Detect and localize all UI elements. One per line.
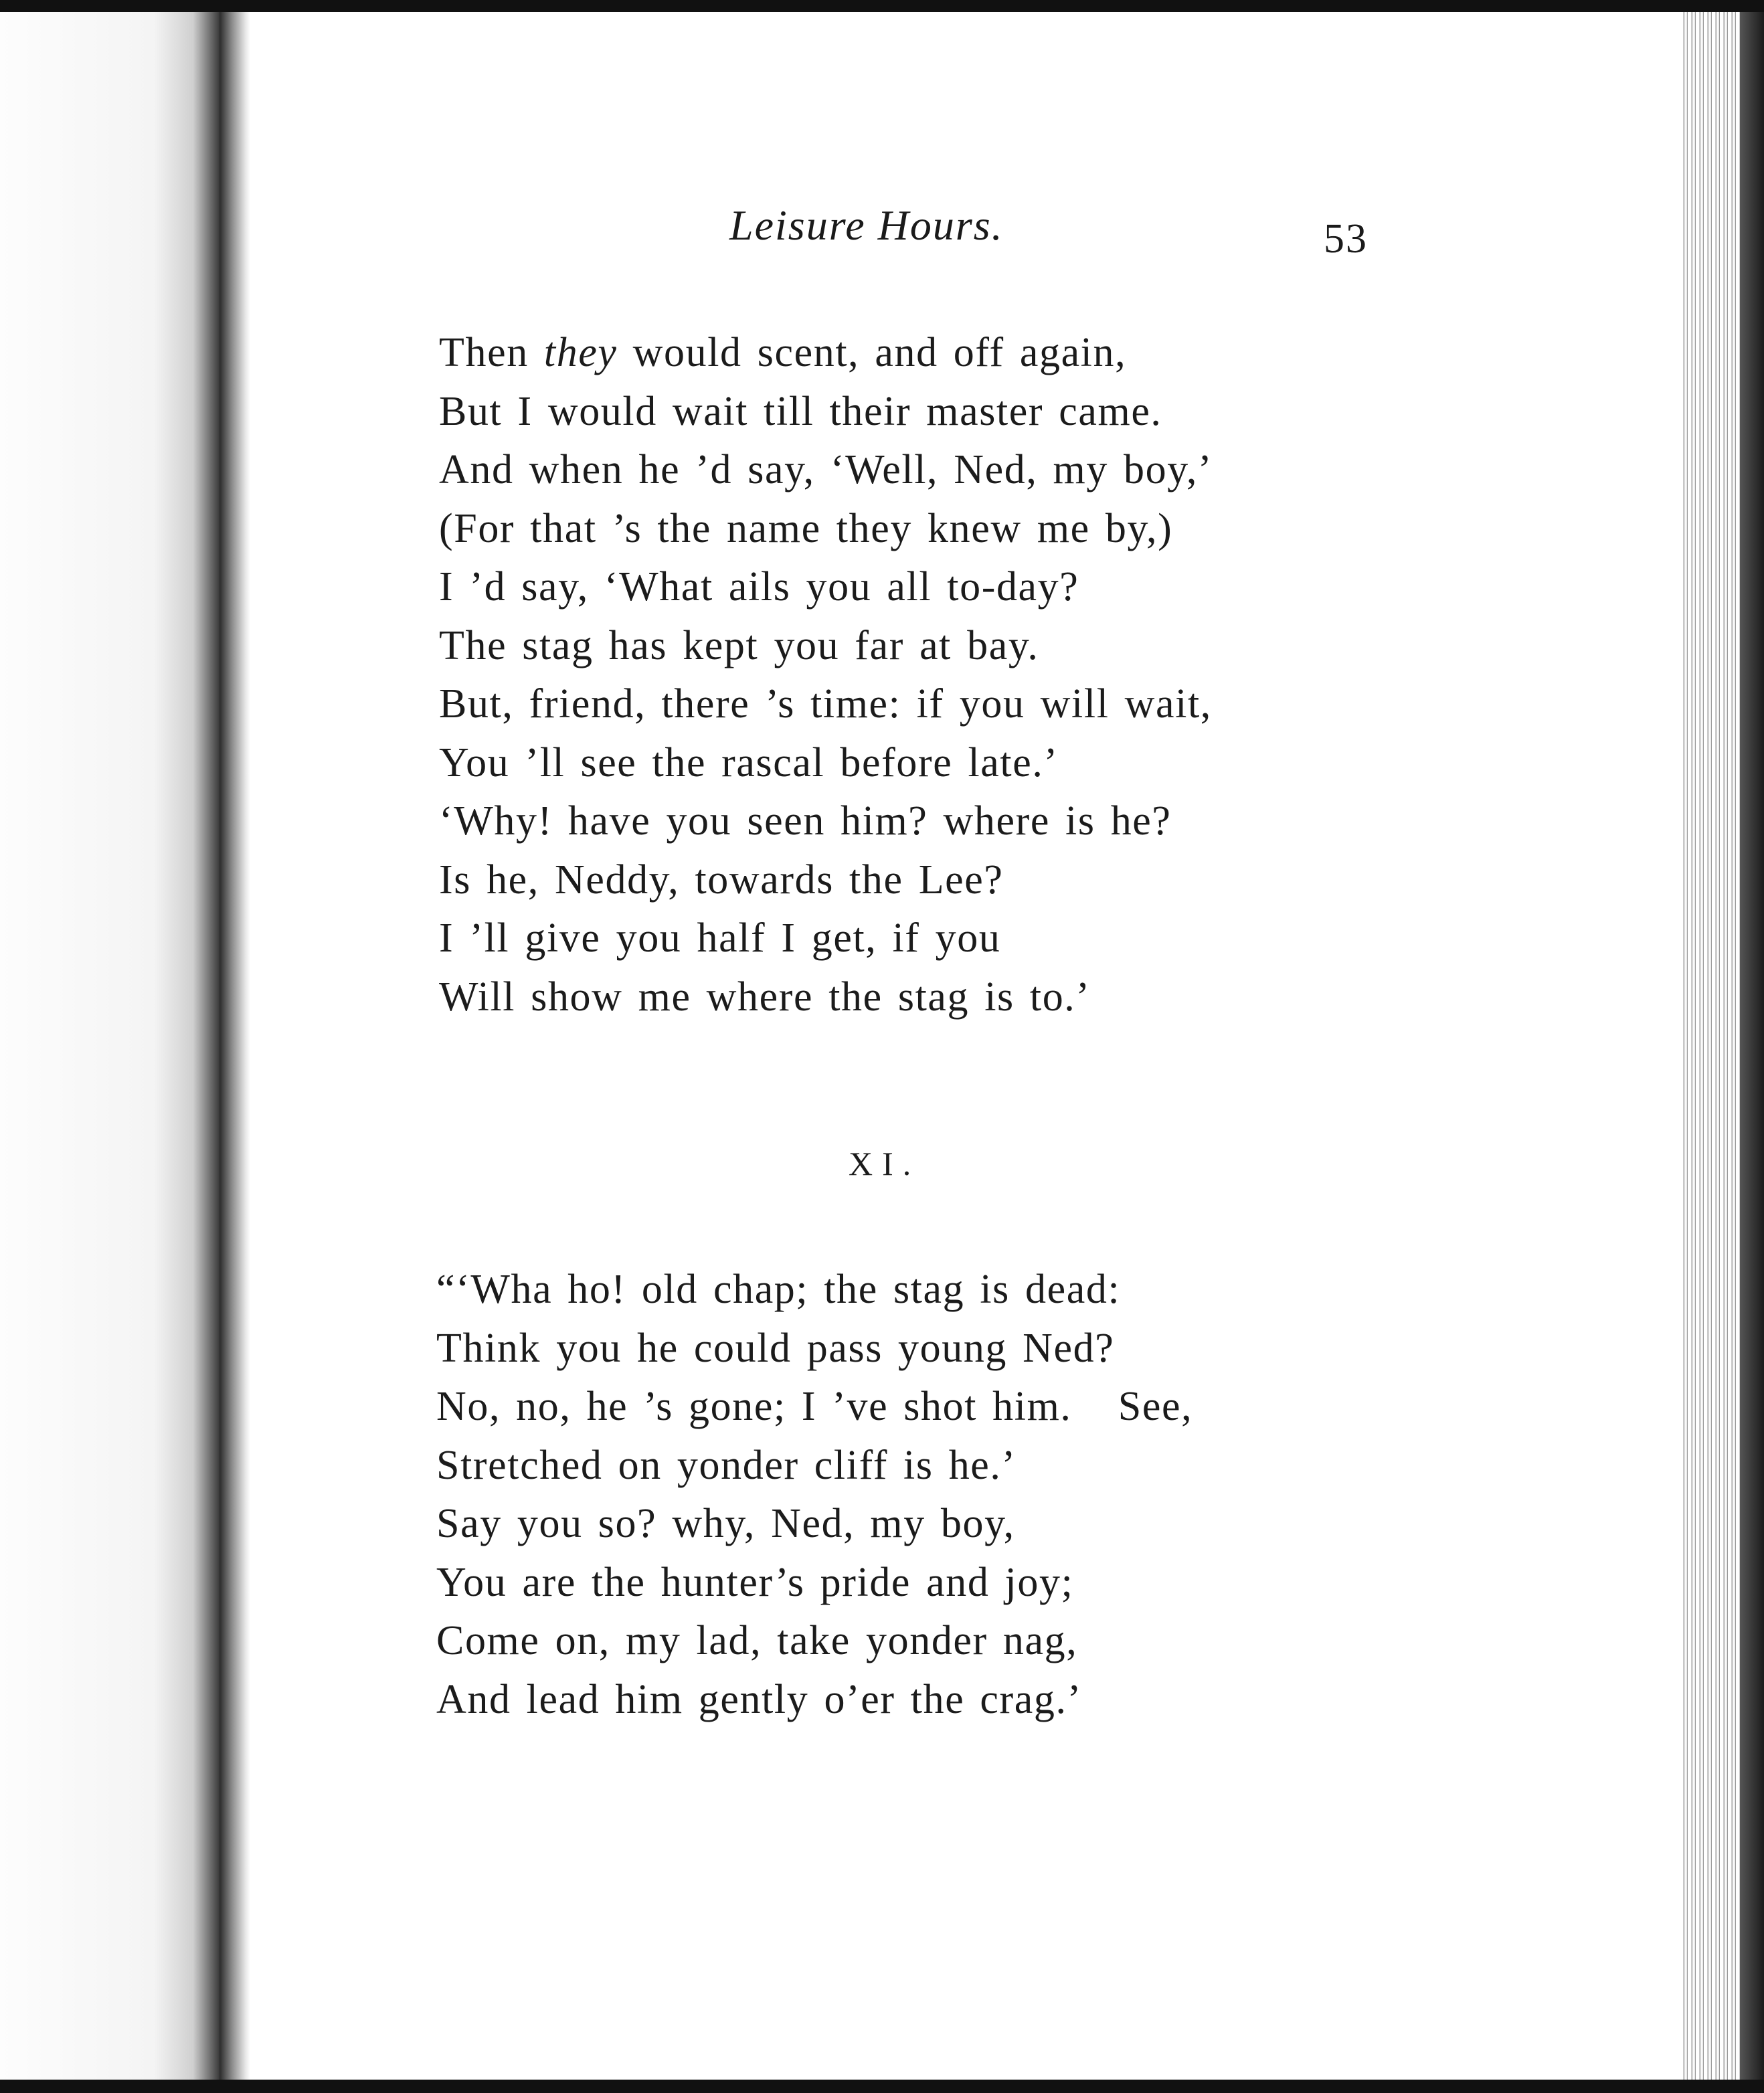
verse-line: And when he ’d say, ‘Well, Ned, my boy,’ xyxy=(439,447,1213,492)
verse-line: I ’d say, ‘What ails you all to-day? xyxy=(439,564,1079,610)
scan-top-border xyxy=(0,0,1764,12)
verse-line: Then they would scent, and off again, xyxy=(439,330,1127,375)
facing-page-edge xyxy=(0,12,219,2080)
running-head: Leisure Hours. xyxy=(729,201,1004,249)
verse-line: I ’ll give you half I get, if you xyxy=(439,915,1001,961)
verse-line: Think you he could pass young Ned? xyxy=(436,1325,1115,1371)
verse-line: Stretched on yonder cliff is he.’ xyxy=(436,1442,1017,1488)
verse-line: You are the hunter’s pride and joy; xyxy=(436,1559,1074,1605)
book-cover-edge xyxy=(1740,12,1764,2080)
book-gutter xyxy=(219,12,250,2080)
section-numeral: XI. xyxy=(849,1145,921,1182)
verse-line: Will show me where the stag is to.’ xyxy=(439,974,1091,1020)
verse-line: Come on, my lad, take yonder nag, xyxy=(436,1618,1078,1663)
scan-bottom-border xyxy=(0,2080,1764,2093)
stanza-1 xyxy=(439,324,1213,1026)
verse-line: You ’ll see the rascal before late.’ xyxy=(439,739,1059,786)
verse-line: (For that ’s the name they knew me by,) xyxy=(439,505,1173,551)
page-number: 53 xyxy=(1324,216,1368,262)
verse-line: But, friend, there ’s time: if you will wait, xyxy=(439,681,1212,727)
verse-line: No, no, he ’s gone; I ’ve shot him. See, xyxy=(436,1384,1193,1429)
book-page xyxy=(250,12,1680,2080)
verse-line: “‘Wha ho! old chap; the stag is dead: xyxy=(436,1267,1121,1312)
verse-line: The stag has kept you far at bay. xyxy=(439,622,1039,668)
verse-line: ‘Why! have you seen him? where is he? xyxy=(439,798,1172,844)
verse-line: But I would wait till their master came. xyxy=(439,388,1162,434)
verse-line: And lead him gently o’er the crag.’ xyxy=(436,1676,1082,1722)
verse-line: Say you so? why, Ned, my boy, xyxy=(436,1501,1015,1546)
stanza-2 xyxy=(436,1261,1193,1729)
emphasis: they xyxy=(543,330,618,375)
verse-line: Is he, Neddy, towards the Lee? xyxy=(439,856,1004,903)
